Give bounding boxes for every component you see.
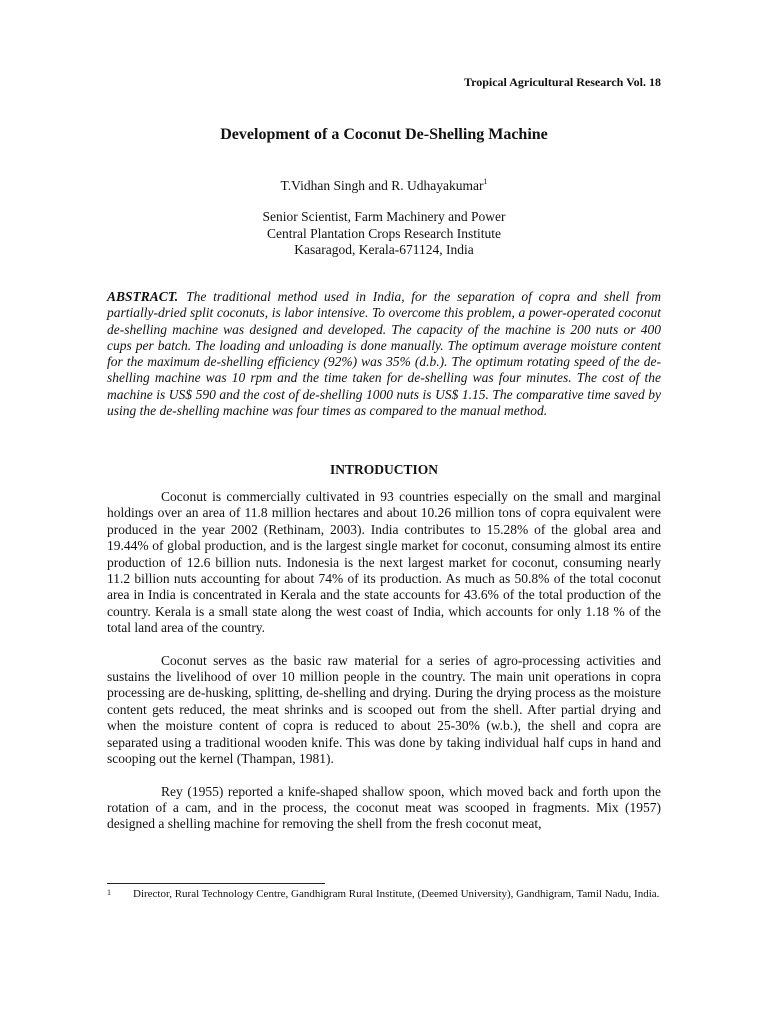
introduction-body [107, 489, 661, 849]
abstract-label: ABSTRACT. [107, 289, 179, 304]
footnote-mark: 1 [107, 888, 111, 897]
journal-header: Tropical Agricultural Research Vol. 18 [464, 75, 661, 89]
author-names: T.Vidhan Singh and R. Udhayakumar [280, 178, 484, 193]
affiliation-line-2: Central Plantation Crops Research Institute [267, 225, 501, 241]
author-line [107, 177, 661, 194]
footnote [107, 888, 661, 901]
affiliation-block [107, 209, 661, 259]
footnote-divider [107, 883, 325, 884]
paper-title: Development of a Coconut De-Shelling Machine [220, 126, 548, 143]
paragraph: Coconut is commercially cultivated in 93 countries especially on the small and marginal holdings over an area of 11.8 million hectares and about 10.26 million tons of copra equivalent were produced in the year 2002 (Rethinam, 2003). India contributes to 15.28% of the global area and 19.44% of global production, and is the largest single market for coconut, consuming almost its entire production of 12.6 billion nuts. Indonesia is the next largest market for coconut, consuming nearly 11.2 billion nuts accounting for about 74% of its production. As much as 50.8% of the total coconut area in India is concentrated in Kerala and the state accounts for 43.6% of the total production of the country. Kerala is a small state along the west coast of India, which accounts for only 1.18 % of the total land area of the country. [107, 489, 661, 636]
paragraph: Coconut serves as the basic raw material for a series of agro-processing activities and sustains the livelihood of over 10 million people in the country. The main unit operations in copra processing are de-husking, splitting, de-shelling and drying. During the drying process as the moisture content gets reduced, the meat shrinks and is scooped out from the shell. After partial drying and when the moisture content of copra is reduced to about 25-30% (w.b.), the shell and copra are separated using a traditional wooden knife. This was done by taking individual half cups in hand and scooping out the kernel (Thampan, 1981). [107, 652, 661, 767]
author-footnote-mark: 1 [483, 177, 488, 186]
abstract-text: The traditional method used in India, for the separation of copra and shell from partially-dried split coconuts, is labor intensive. To overcome this problem, a power-operated coconut de-shelling machine was designed and developed. The capacity of the machine is 200 nuts or 400 cups per batch. The loading and unloading is done manually. The optimum average moisture content for the maximum de-shelling efficiency (92%) was 35% (d.b.). The optimum rotating speed of the de-shelling machine was 10 rpm and the time taken for de-shelling was four minutes. The cost of the machine is US$ 590 and the cost of de-shelling 1000 nuts is US$ 1.15. The comparative time saved by using the de-shelling machine was four times as compared to the manual method. [107, 289, 661, 419]
affiliation-line-3: Kasaragod, Kerala-671124, India [294, 242, 474, 257]
affiliation-line-1: Senior Scientist, Farm Machinery and Power [262, 209, 506, 224]
abstract [107, 289, 661, 419]
footnote-text: Director, Rural Technology Centre, Gandhigram Rural Institute, (Deemed University), Gandhigram, Tamil Nadu, India. [133, 888, 660, 900]
section-heading-introduction: INTRODUCTION [329, 462, 438, 477]
paragraph: Rey (1955) reported a knife-shaped shallow spoon, which moved back and forth upon the rotation of a cam, and in the process, the coconut meat was scooped in fragments. Mix (1957) designed a shelling machine for removing the shell from the fresh coconut meat, [107, 783, 661, 832]
